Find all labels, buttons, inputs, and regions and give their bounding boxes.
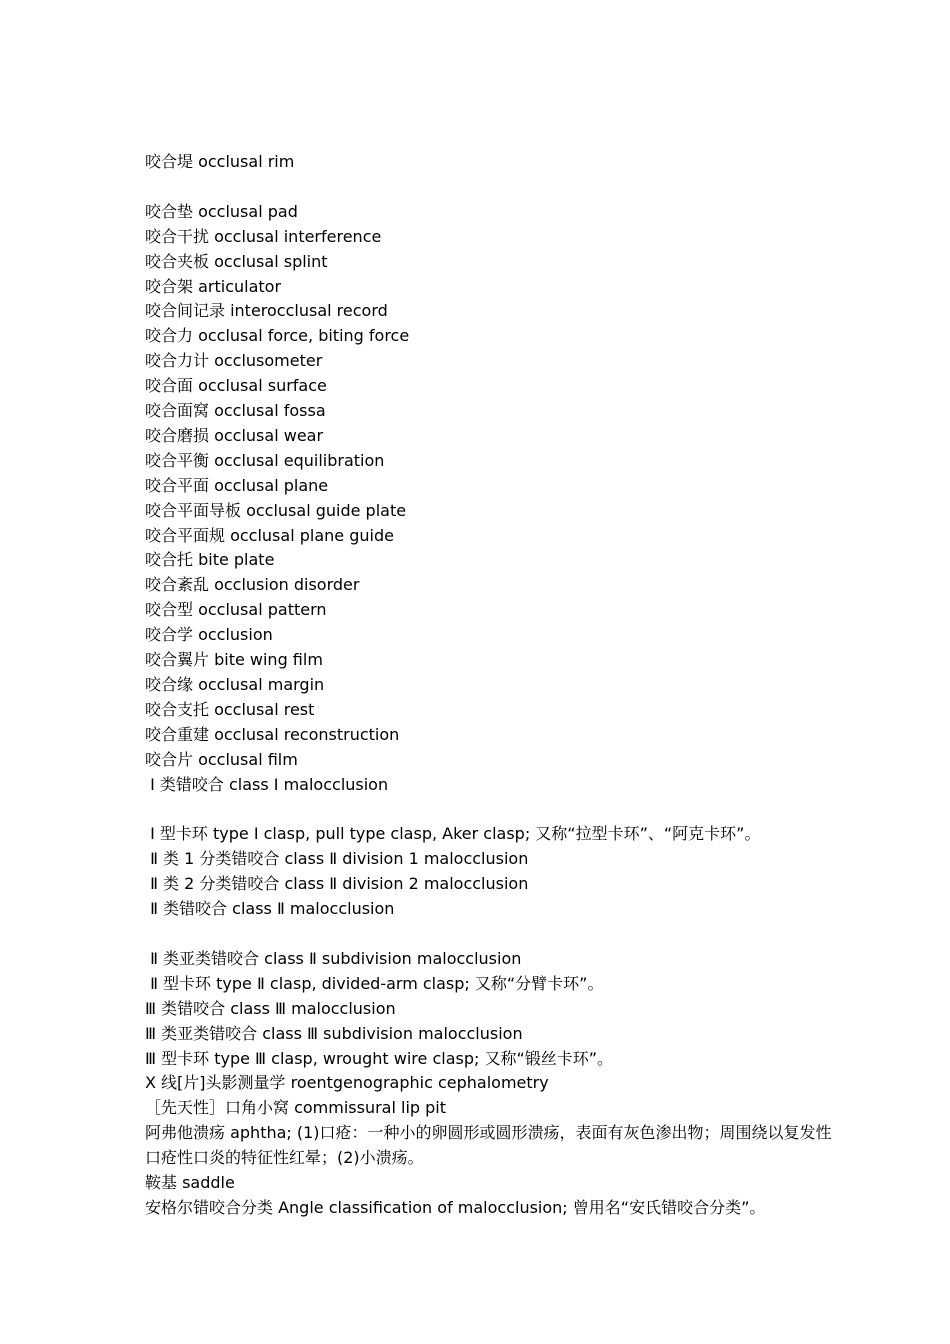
entry-line: 咬合支托 occlusal rest: [145, 699, 315, 719]
entry-line: Ⅱ 型卡环 type Ⅱ clasp, divided-arm clasp; 又称“分臂卡环”。: [145, 973, 604, 993]
entry-line: X 线[片]头影测量学 roentgenographic cephalometry: [145, 1073, 549, 1093]
entry-line: 咬合垫 occlusal pad: [145, 201, 298, 221]
entry-line: 咬合堤 occlusal rim: [145, 152, 295, 171]
entry-line: 咬合力 occlusal force, biting force: [145, 326, 410, 346]
entry-line: Ⅱ 类错咬合 class Ⅱ malocclusion: [145, 899, 395, 919]
entry-line: Ⅲ 型卡环 type Ⅲ clasp, wrought wire clasp; 又称“锻丝卡环”。: [145, 1048, 614, 1068]
entry-line: 咬合架 articulator: [145, 276, 282, 296]
entry-line: 安格尔错咬合分类 Angle classification of malocclusion; 曾用名“安氏错咬合分类”。: [145, 1198, 766, 1218]
entry-line: 咬合型 occlusal pattern: [145, 600, 327, 620]
blank-line: [145, 175, 835, 200]
entry-line: 咬合重建 occlusal reconstruction: [145, 724, 400, 744]
entry-line: ［先天性］口角小窝 commissural lip pit: [145, 1098, 447, 1118]
entry-line: 咬合干扰 occlusal interference: [145, 226, 382, 246]
entry-line: Ⅰ 型卡环 type Ⅰ clasp, pull type clasp, Aker clasp; 又称“拉型卡环”、“阿克卡环”。: [145, 824, 761, 844]
entry-line: Ⅲ 类亚类错咬合 class Ⅲ subdivision malocclusion: [145, 1023, 523, 1043]
blank-line: [145, 798, 835, 823]
entry-line: Ⅱ 类 2 分类错咬合 class Ⅱ division 2 malocclusion: [145, 874, 529, 894]
entry-line: 咬合磨损 occlusal wear: [145, 425, 324, 445]
entry-line: 咬合学 occlusion: [145, 625, 273, 645]
entry-line: 阿弗他溃疡 aphtha; (1)口疮：一种小的卵圆形或圆形溃疡，表面有灰色渗出物；周围绕以复发性 口疮性口炎的特征性红晕；(2)小溃疡。: [145, 1123, 832, 1168]
entry-line: 咬合平面导板 occlusal guide plate: [145, 500, 407, 520]
entry-line: 咬合平面 occlusal plane: [145, 475, 329, 495]
blank-line: [145, 922, 835, 947]
document-body: [145, 150, 835, 1221]
entry-line: 咬合紊乱 occlusion disorder: [145, 575, 360, 595]
entry-line: 咬合平面规 occlusal plane guide: [145, 525, 394, 545]
entry-line: 咬合面 occlusal surface: [145, 376, 327, 396]
entry-line: 咬合平衡 occlusal equilibration: [145, 450, 385, 470]
entry-line: Ⅰ 类错咬合 class Ⅰ malocclusion: [145, 774, 389, 794]
entry-line: 咬合托 bite plate: [145, 550, 275, 570]
entry-line: 咬合片 occlusal film: [145, 749, 298, 769]
entry-line: Ⅱ 类亚类错咬合 class Ⅱ subdivision malocclusion: [145, 948, 522, 968]
entry-line: Ⅱ 类 1 分类错咬合 class Ⅱ division 1 malocclusion: [145, 849, 529, 869]
entry-line: 咬合力计 occlusometer: [145, 351, 323, 371]
entry-line: 咬合缘 occlusal margin: [145, 675, 325, 695]
entry-line: 咬合翼片 bite wing film: [145, 650, 323, 670]
entry-line: 咬合面窝 occlusal fossa: [145, 401, 326, 421]
entry-line: 鞍基 saddle: [145, 1173, 235, 1193]
entry-line: 咬合夹板 occlusal splint: [145, 251, 328, 271]
entry-line: Ⅲ 类错咬合 class Ⅲ malocclusion: [145, 998, 396, 1018]
entry-line: 咬合间记录 interocclusal record: [145, 301, 388, 321]
